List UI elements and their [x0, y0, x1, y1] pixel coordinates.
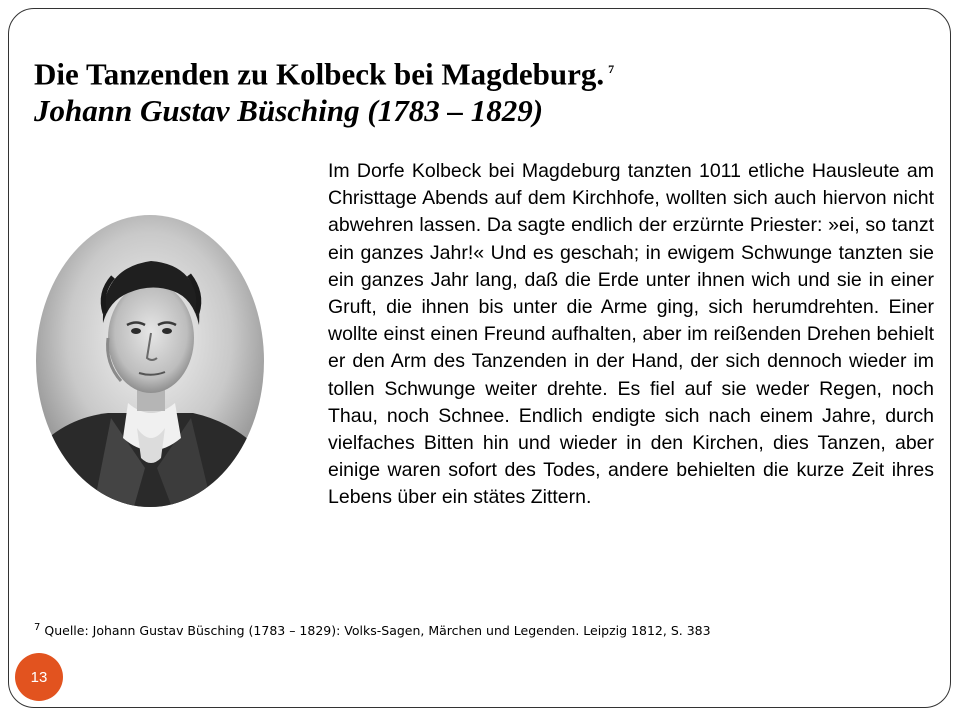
author-subtitle: Johann Gustav Büsching (1783 – 1829) — [34, 93, 544, 128]
footnote-text: Quelle: Johann Gustav Büsching (1783 – 1829): Volks-Sagen, Märchen und Legenden. Leipzig 1812, S. 383 — [44, 623, 711, 639]
title-text: Die Tanzenden zu Kolbeck bei Magdeburg. — [34, 56, 605, 92]
portrait-engraving — [33, 213, 267, 510]
footnote — [34, 622, 711, 638]
page-number-badge: 13 — [15, 653, 63, 701]
story-text: Im Dorfe Kolbeck bei Magdeburg tanzten 1011 etliche Hausleute am Christtage Abends auf dem Kirchhofe, wollten sich auch hiervon nicht abwehren lassen. Da sagte endlich der erzürnte Priester: »ei, so tanzt ein ganzes Jahr!« Und es geschah; in ewigem Schwunge tanzten sie ein ganzes Jahr lang, daß die Erde unter ihnen wich und sie in einer Gruft, die ihnen bis unter die Arme ging, sich herumdrehten. Einer wollte einst einen Freund aufhalten, aber im reißenden Drehen behielt er den Arm des Tanzenden in der Hand, der sich dennoch wieder im tollen Schwunge weiter drehte. Es fiel auf sie weder Regen, noch Thau, noch Schnee. Endlich endigte sich nach einem Jahre, durch vielfaches Bitten hin und wieder in den Kirchen, dies Tanzen, aber einige waren sofort des Todes, andere behielten die kurze Zeit ihres Lebens über ein stätes Zittern. — [328, 160, 934, 509]
author-portrait — [33, 213, 267, 510]
slide-title — [34, 50, 614, 93]
footnote-marker: 7 — [34, 622, 41, 633]
title-footnote-ref: 7 — [608, 62, 615, 76]
